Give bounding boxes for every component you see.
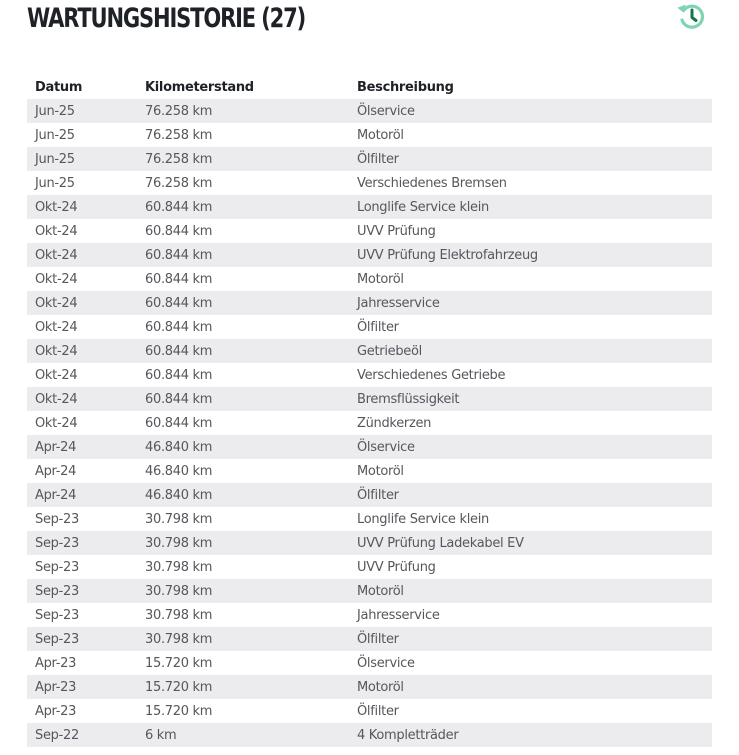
table-row <box>27 267 712 291</box>
table-row <box>27 651 712 675</box>
table-row <box>27 219 712 243</box>
cell-date: Jun-25 <box>35 103 75 119</box>
cell-mileage: 76.258 km <box>145 175 213 191</box>
table-row <box>27 435 712 459</box>
cell-date: Apr-24 <box>35 487 77 503</box>
cell-description: Zündkerzen <box>357 415 432 431</box>
cell-mileage: 60.844 km <box>145 391 213 407</box>
table-row <box>27 603 712 627</box>
cell-mileage: 30.798 km <box>145 511 213 527</box>
cell-date: Okt-24 <box>35 415 78 431</box>
cell-mileage: 60.844 km <box>145 271 213 287</box>
table-row <box>27 123 712 147</box>
cell-description: Ölservice <box>357 439 415 455</box>
table-row <box>27 339 712 363</box>
cell-description: Ölfilter <box>357 151 399 167</box>
table-row <box>27 627 712 651</box>
cell-mileage: 46.840 km <box>145 463 213 479</box>
cell-date: Apr-24 <box>35 439 77 455</box>
table-row <box>27 147 712 171</box>
cell-description: Motoröl <box>357 679 404 695</box>
cell-mileage: 30.798 km <box>145 535 213 551</box>
cell-description: Motoröl <box>357 127 404 143</box>
cell-date: Sep-22 <box>35 727 79 743</box>
cell-date: Sep-23 <box>35 535 79 551</box>
maintenance-history-table <box>27 75 712 747</box>
history-icon <box>675 0 709 34</box>
column-header-date: Datum <box>35 79 83 95</box>
cell-date: Okt-24 <box>35 247 78 263</box>
cell-date: Sep-23 <box>35 607 79 623</box>
cell-date: Sep-23 <box>35 511 79 527</box>
cell-description: Ölfilter <box>357 631 399 647</box>
cell-mileage: 60.844 km <box>145 367 213 383</box>
cell-description: Bremsflüssigkeit <box>357 391 460 407</box>
cell-mileage: 76.258 km <box>145 151 213 167</box>
table-row <box>27 243 712 267</box>
cell-mileage: 15.720 km <box>145 703 213 719</box>
cell-description: UVV Prüfung Elektrofahrzeug <box>357 247 538 263</box>
table-header <box>27 75 712 99</box>
history-button[interactable] <box>675 0 709 34</box>
cell-mileage: 76.258 km <box>145 103 213 119</box>
cell-date: Sep-23 <box>35 631 79 647</box>
cell-description: Getriebeöl <box>357 343 422 359</box>
cell-mileage: 46.840 km <box>145 439 213 455</box>
cell-description: UVV Prüfung <box>357 559 436 575</box>
cell-date: Okt-24 <box>35 223 78 239</box>
cell-mileage: 60.844 km <box>145 199 213 215</box>
cell-mileage: 76.258 km <box>145 127 213 143</box>
cell-mileage: 60.844 km <box>145 343 213 359</box>
table-row <box>27 675 712 699</box>
column-header-description: Beschreibung <box>357 79 454 95</box>
cell-mileage: 60.844 km <box>145 223 213 239</box>
cell-description: Verschiedenes Bremsen <box>357 175 507 191</box>
table-row <box>27 531 712 555</box>
cell-mileage: 30.798 km <box>145 559 213 575</box>
cell-date: Okt-24 <box>35 391 78 407</box>
cell-date: Okt-24 <box>35 319 78 335</box>
cell-date: Okt-24 <box>35 367 78 383</box>
table-row <box>27 483 712 507</box>
cell-description: Ölservice <box>357 103 415 119</box>
table-row <box>27 99 712 123</box>
table-row <box>27 363 712 387</box>
cell-mileage: 30.798 km <box>145 607 213 623</box>
cell-description: Jahresservice <box>357 607 440 623</box>
cell-mileage: 60.844 km <box>145 295 213 311</box>
cell-description: Ölfilter <box>357 487 399 503</box>
cell-date: Jun-25 <box>35 151 75 167</box>
cell-date: Apr-23 <box>35 655 77 671</box>
cell-date: Okt-24 <box>35 271 78 287</box>
cell-date: Jun-25 <box>35 127 75 143</box>
cell-mileage: 30.798 km <box>145 583 213 599</box>
cell-mileage: 15.720 km <box>145 655 213 671</box>
cell-mileage: 46.840 km <box>145 487 213 503</box>
cell-description: Verschiedenes Getriebe <box>357 367 506 383</box>
table-row <box>27 315 712 339</box>
table-body <box>27 99 712 747</box>
cell-date: Apr-23 <box>35 703 77 719</box>
table-row <box>27 723 712 747</box>
cell-mileage: 60.844 km <box>145 247 213 263</box>
cell-mileage: 15.720 km <box>145 679 213 695</box>
cell-description: Motoröl <box>357 271 404 287</box>
cell-date: Okt-24 <box>35 343 78 359</box>
cell-description: Ölfilter <box>357 319 399 335</box>
column-header-mileage: Kilometerstand <box>145 79 254 95</box>
cell-mileage: 60.844 km <box>145 319 213 335</box>
table-row <box>27 411 712 435</box>
table-row <box>27 555 712 579</box>
cell-description: Ölservice <box>357 655 415 671</box>
cell-description: Motoröl <box>357 583 404 599</box>
cell-description: UVV Prüfung Ladekabel EV <box>357 535 524 551</box>
cell-mileage: 6 km <box>145 727 177 743</box>
table-row <box>27 171 712 195</box>
table-row <box>27 507 712 531</box>
cell-date: Apr-24 <box>35 463 77 479</box>
cell-date: Okt-24 <box>35 199 78 215</box>
cell-date: Apr-23 <box>35 679 77 695</box>
page-title: WARTUNGSHISTORIE (27) <box>27 3 306 34</box>
cell-description: Motoröl <box>357 463 404 479</box>
table-row <box>27 579 712 603</box>
cell-description: 4 Kompletträder <box>357 727 459 743</box>
cell-date: Okt-24 <box>35 295 78 311</box>
cell-mileage: 30.798 km <box>145 631 213 647</box>
cell-date: Sep-23 <box>35 559 79 575</box>
cell-description: Ölfilter <box>357 703 399 719</box>
table-row <box>27 459 712 483</box>
cell-description: Longlife Service klein <box>357 199 489 215</box>
cell-description: Jahresservice <box>357 295 440 311</box>
cell-description: Longlife Service klein <box>357 511 489 527</box>
table-row <box>27 195 712 219</box>
cell-date: Jun-25 <box>35 175 75 191</box>
cell-date: Sep-23 <box>35 583 79 599</box>
table-row <box>27 291 712 315</box>
cell-mileage: 60.844 km <box>145 415 213 431</box>
page-header <box>27 0 712 48</box>
table-row <box>27 387 712 411</box>
cell-description: UVV Prüfung <box>357 223 436 239</box>
table-row <box>27 699 712 723</box>
